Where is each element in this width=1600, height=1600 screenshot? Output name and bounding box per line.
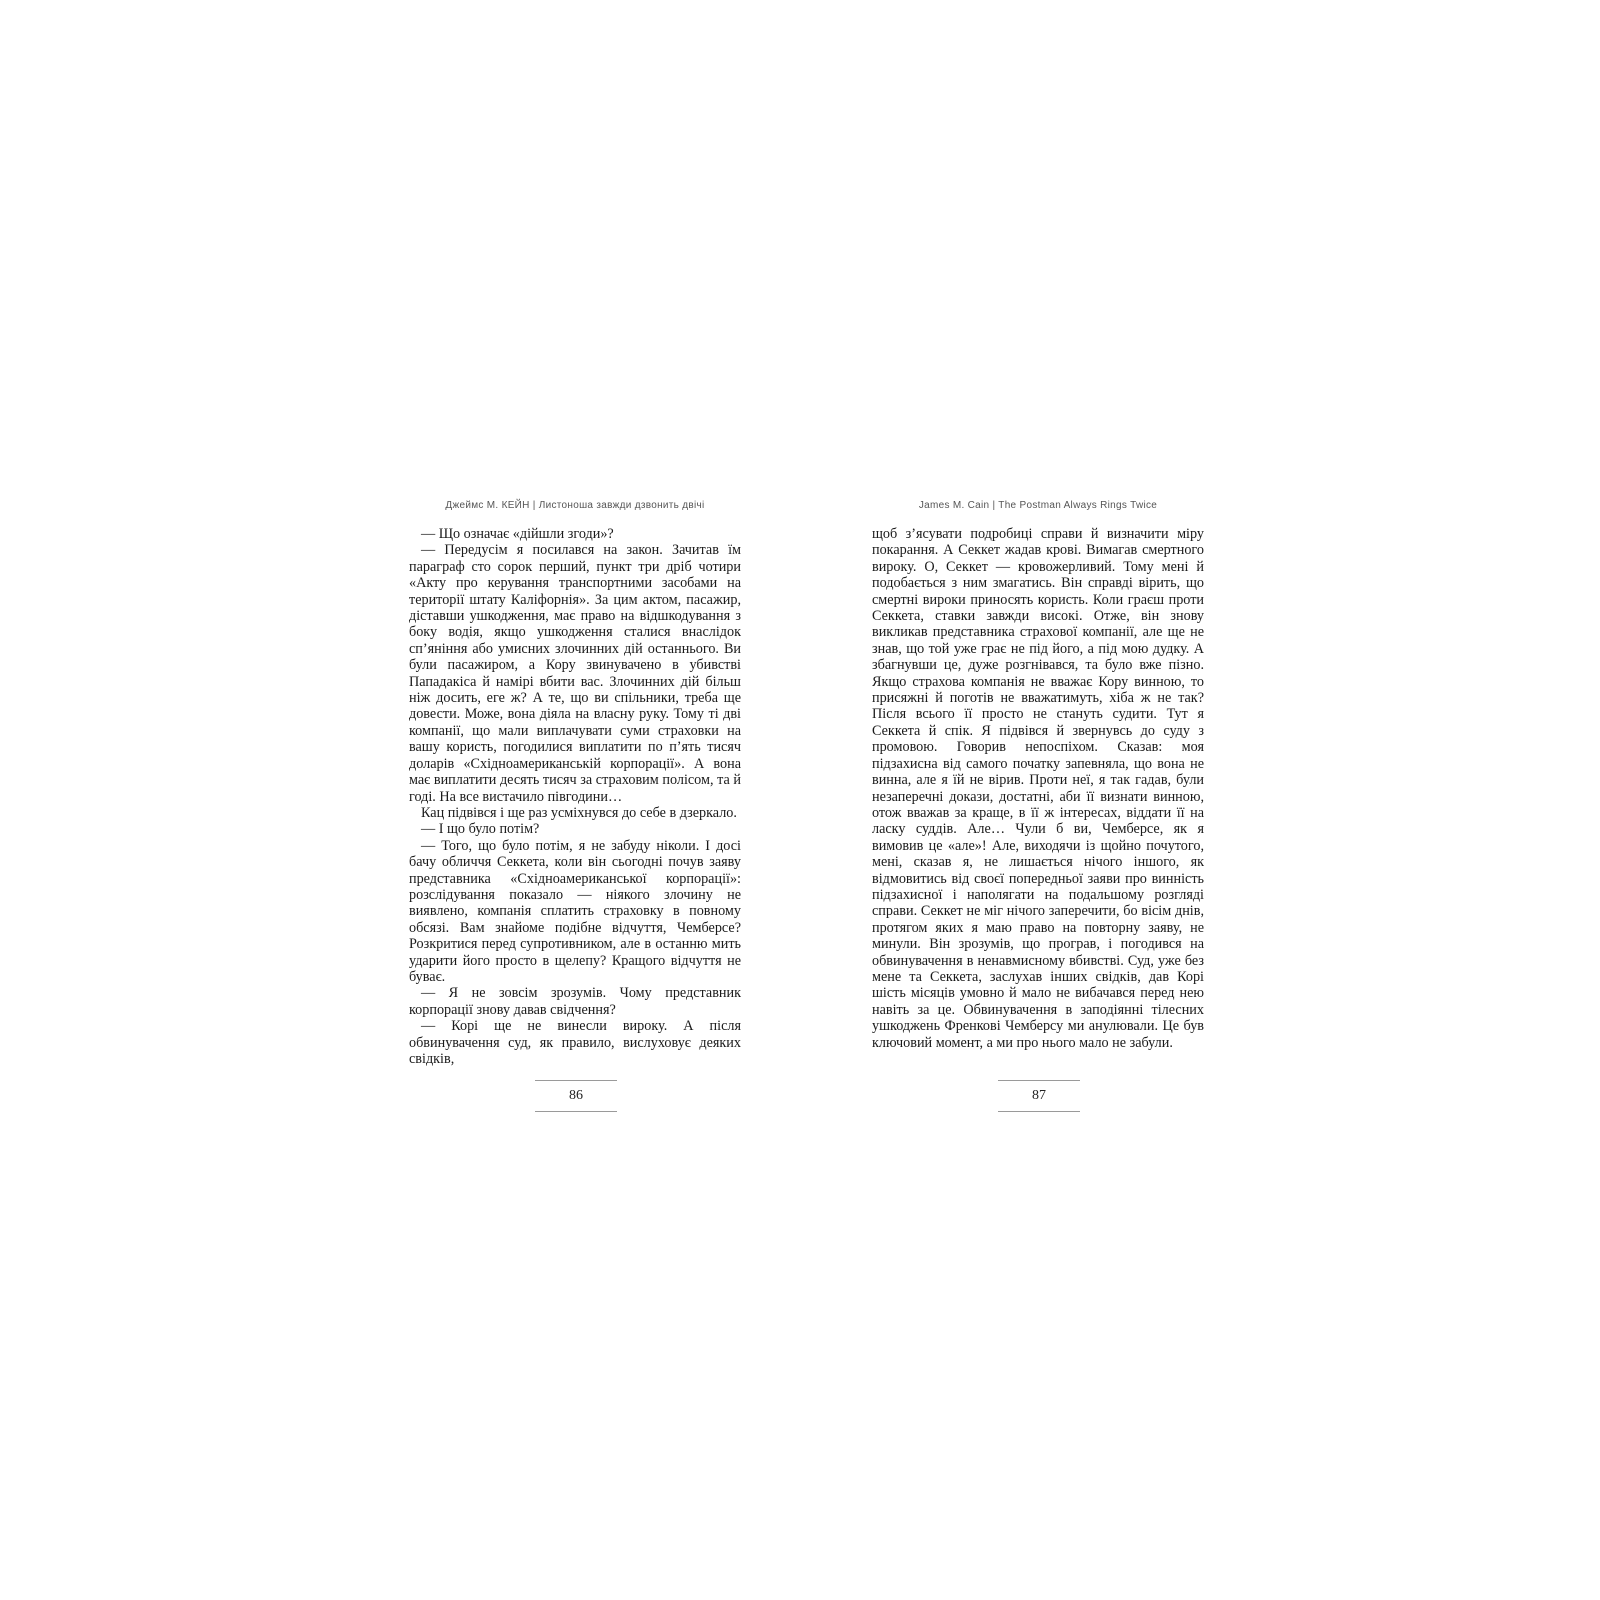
body-paragraph: Кац підвівся і ще раз усміхнувся до себе в дзеркало.: [421, 804, 737, 821]
body-paragraph: — Що означає «дійшли згоди»?: [421, 526, 614, 542]
body-paragraph: — Корі ще не винесли вироку. А після обвинувачення суд, як правило, вислуховує деяких свідків,: [409, 1018, 741, 1067]
left-page-body-text: [409, 526, 741, 1067]
running-head-author-title-ukrainian: Джеймс М. КЕЙН | Листоноша завжди дзвонить двічі: [445, 500, 705, 511]
right-page-body-text: [872, 526, 1204, 1051]
body-paragraph: — І що було потім?: [421, 821, 540, 838]
page-number-left: 86: [535, 1080, 617, 1112]
body-paragraph: — Передусім я посилався на закон. Зачитав їм параграф сто сорок перший, пункт три дріб чотири «Акту про керування транспортними засобами на території штату Каліфорнія». За цим актом, пасажир, діставши ушкодження, має право на відшкодування з боку водія, якщо ушкодження сталися внаслідок сп’яніння або умисних злочинних дій останнього. Ви були пасажиром, а Кору звинувачено в убивстві Пападакіса й намірі вбити вас. Злочинних дій більш ніж досить, еге ж? А те, що ви спільники, треба ще довести. Може, вона діяла на власну руку. Тому ті дві компанії, що мали виплачувати суми страховки на вашу користь, погодилися виплатити по п’ять тисяч доларів «Східноамериканській корпорації». А вона має виплатити десять тисяч за страховим полісом, та й годі. На все вистачило півгодини…: [409, 542, 741, 805]
body-paragraph: щоб з’ясувати подробиці справи й визначити міру покарання. А Секкет жадав крові. Вимагав смертного вироку. О, Секкет — кровожерливий. Тому мені й подобається з ним змагатись. Він справді вірить, що смертні вироки приносять користь. Коли граєш проти Секкета, ставки завжди високі. Отже, він знову викликав представника страхової компанії, але ще не знав, що той уже грає не під його, а під мою дудку. А збагнувши це, дуже розгнівався, та було вже пізно. Якщо страхова компанія не вважає Кору винною, то присяжні й поготів не вважатимуть, хіба ж не так? Після всього її просто не стануть судити. Тут я Секкета й спік. Я підвівся й звернувсь до суду з промовою. Говорив непоспіхом. Сказав: моя підзахисна від самого початку запевняла, що вона не винна, але я їй не вірив. Проти неї, я так гадав, були незаперечні докази, достатні, аби її визнати винною, отож вважав за краще, в її ж інтересах, віддати її на ласку суддів. Але… Чули б ви, Чемберсе, як я вимовив це «але»! Але, виходячи із щойно почутого, мені, сказав я, не лишається нічого іншого, як відмовитись від своєї попередньої заяви про винність підзахисної і наполягати на подальшому розгляді справи. Секкет не міг нічого заперечити, бо вісім днів, протягом яких я маю право на повторну заяву, не минули. Він зрозумів, що програв, і погодився на обвинувачення в ненавмисному вбивстві. Суд, уже без мене та Секкета, заслухав інших свідків, дав Корі шість місяців умовно й мало не вибачався перед нею навіть за це. Обвинувачення в заподіянні тілесних ушкоджень Френкові Чемберсу ми анулювали. Це був ключовий момент, а ми про нього мало не забули.: [872, 526, 1204, 1051]
page-number-right: 87: [998, 1080, 1080, 1112]
body-paragraph: — Того, що було потім, я не забуду ніколи. І досі бачу обличчя Секкета, коли він сьогодні почув заяву представника «Східноамериканської корпорації»: розслідування показало — ніякого злочину не виявлено, компанія сплатить страховку в повному обсязі. Вам знайоме подібне відчуття, Чемберсе? Розкритися перед супротивником, але в останню мить ударити його просто в щелепу? Кращого відчуття не буває.: [409, 837, 741, 985]
body-paragraph: — Я не зовсім зрозумів. Чому представник корпорації знову давав свідчення?: [409, 985, 741, 1018]
running-head-author-title-english: James M. Cain | The Postman Always Rings Twice: [918, 500, 1158, 511]
